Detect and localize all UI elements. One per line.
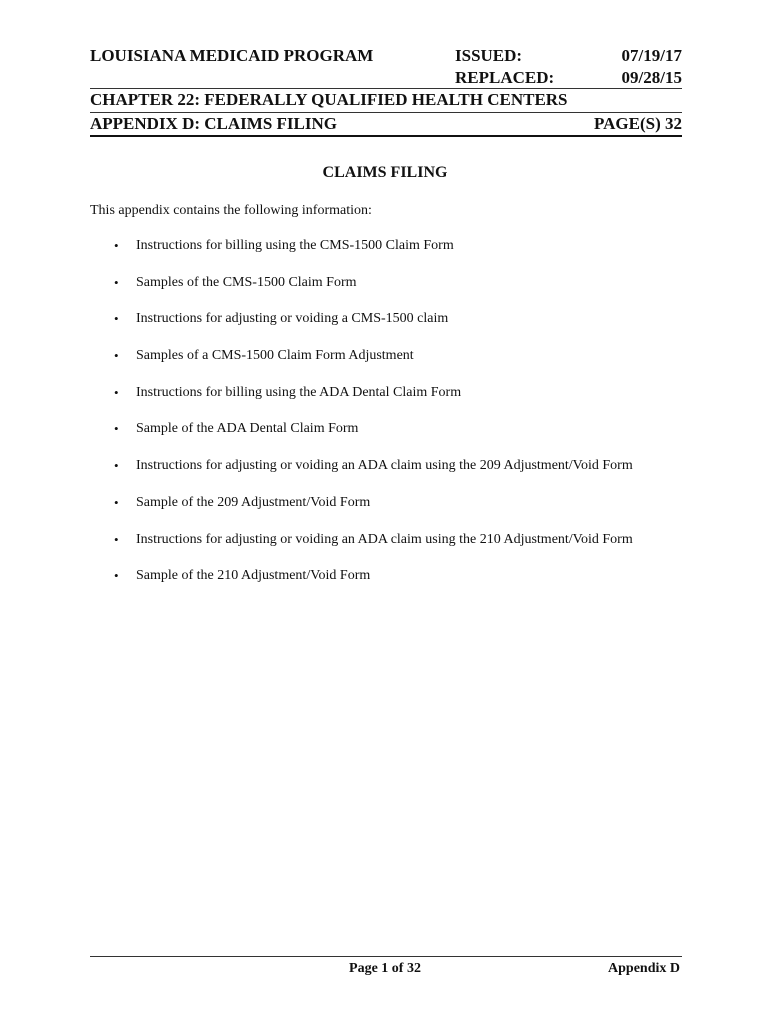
replaced-date: 09/28/15 <box>621 68 682 87</box>
replaced-label: REPLACED: <box>455 68 555 87</box>
bullet-icon: • <box>114 384 119 400</box>
footer-divider <box>90 956 682 957</box>
bullet-icon: • <box>114 238 119 253</box>
appendix-title: APPENDIX D: CLAIMS FILING <box>90 114 337 133</box>
chapter-divider <box>90 112 682 113</box>
list-item-text: Instructions for adjusting or voiding a CMS-1500 claim <box>136 311 449 327</box>
list-item-text: Instructions for adjusting or voiding an ADA claim using the 210 Adjustment/Void Form <box>136 531 633 547</box>
list-item-text: Sample of the ADA Dental Claim Form <box>136 421 359 437</box>
page-count: PAGE(S) 32 <box>594 114 682 133</box>
bullet-icon: • <box>114 274 119 290</box>
header-line-issued <box>90 46 682 68</box>
bullet-icon: • <box>114 531 119 547</box>
list-item-text: Instructions for billing using the CMS-1500 Claim Form <box>136 238 454 253</box>
footer-appendix-label: Appendix D <box>608 961 680 976</box>
list-item-text: Sample of the 209 Adjustment/Void Form <box>136 494 371 510</box>
intro-text: This appendix contains the following information: <box>90 203 372 218</box>
document-title: CLAIMS FILING <box>322 164 448 181</box>
bullet-icon: • <box>114 458 119 474</box>
program-name: LOUISIANA MEDICAID PROGRAM <box>90 46 374 65</box>
chapter-title: CHAPTER 22: FEDERALLY QUALIFIED HEALTH CENTERS <box>90 90 568 109</box>
bullet-icon: • <box>114 494 119 510</box>
footer-page-number: Page 1 of 32 <box>349 961 421 976</box>
list-item-text: Samples of a CMS-1500 Claim Form Adjustment <box>136 348 414 364</box>
page-header <box>90 46 682 90</box>
bullet-icon: • <box>114 421 119 437</box>
list-item-text: Instructions for adjusting or voiding an ADA claim using the 209 Adjustment/Void Form <box>136 458 633 474</box>
list-item-text: Sample of the 210 Adjustment/Void Form <box>136 568 371 584</box>
bullet-icon: • <box>114 568 119 584</box>
header-line-replaced <box>90 68 682 90</box>
list-item-text: Samples of the CMS-1500 Claim Form <box>136 274 357 290</box>
bullet-icon: • <box>114 348 119 364</box>
header-bottom-rule <box>90 135 682 137</box>
bullet-icon: • <box>114 311 119 327</box>
issued-label: ISSUED: <box>455 46 523 65</box>
issued-date: 07/19/17 <box>621 46 682 65</box>
list-item-text: Instructions for billing using the ADA Dental Claim Form <box>136 384 462 400</box>
header-divider <box>90 88 682 89</box>
